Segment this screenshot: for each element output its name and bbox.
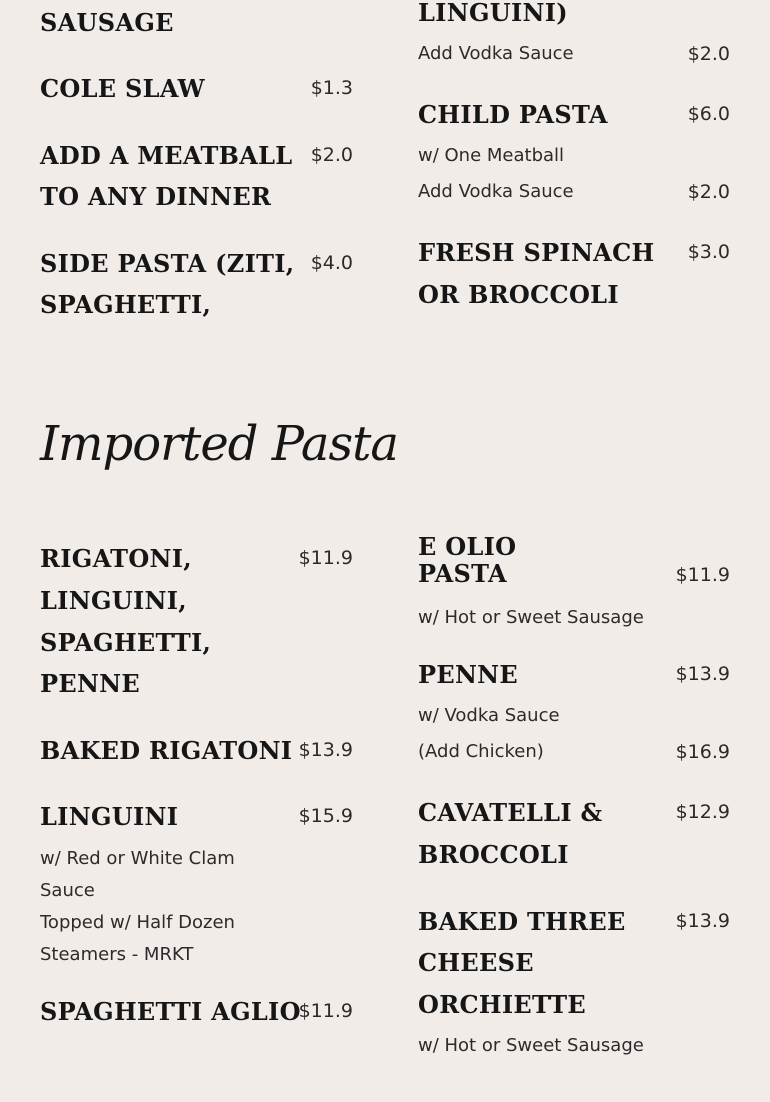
price-add-vodka-sauce: $2.0 <box>687 43 730 65</box>
menu-item-rigatoni-line4: PENNE <box>40 669 141 698</box>
menu-item-baked-three-cheese-line2: CHEESE <box>418 948 534 977</box>
note-linguini-1: w/ Red or White Clam <box>40 848 235 869</box>
menu-item-side-pasta-line2: SPAGHETTI, <box>40 290 212 319</box>
menu-item-cavatelli-line2: BROCCOLI <box>418 840 569 869</box>
menu-item-baked-three-cheese-line3: ORCHIETTE <box>418 990 587 1019</box>
menu-item-add-meatball-line2: TO ANY DINNER <box>40 182 272 211</box>
menu-item-cole-slaw: COLE SLAW <box>40 74 205 103</box>
price-e-olio-pasta: $11.9 <box>675 564 730 586</box>
note-e-olio-sausage: w/ Hot or Sweet Sausage <box>418 607 644 628</box>
price-baked-rigatoni: $13.9 <box>298 739 353 761</box>
price-side-pasta: $4.0 <box>310 252 353 274</box>
menu-item-baked-three-cheese-line1: BAKED THREE <box>418 907 626 936</box>
menu-item-spaghetti-aglio: SPAGHETTI AGLIO <box>40 997 301 1026</box>
note-linguini-2: Sauce <box>40 880 95 901</box>
note-linguini-4: Steamers - MRKT <box>40 944 194 965</box>
note-add-vodka-sauce-2: Add Vodka Sauce <box>418 181 574 202</box>
price-child-pasta: $6.0 <box>687 103 730 125</box>
menu-item-linguini-tail: LINGUINI) <box>418 0 568 27</box>
menu-item-e-olio-line2: PASTA <box>418 559 507 588</box>
menu-item-child-pasta: CHILD PASTA <box>418 100 608 129</box>
price-spaghetti-aglio: $11.9 <box>298 1000 353 1022</box>
menu-item-rigatoni-line2: LINGUINI, <box>40 586 187 615</box>
note-add-vodka-sauce: Add Vodka Sauce <box>418 43 574 64</box>
note-add-chicken: (Add Chicken) <box>418 741 544 762</box>
note-linguini-3: Topped w/ Half Dozen <box>40 912 235 933</box>
price-fresh-spinach: $3.0 <box>687 241 730 263</box>
price-cavatelli: $12.9 <box>675 801 730 823</box>
menu-item-linguini: LINGUINI <box>40 802 179 831</box>
price-baked-three-cheese: $13.9 <box>675 910 730 932</box>
price-add-chicken: $16.9 <box>675 741 730 763</box>
menu-item-fresh-spinach-line2: OR BROCCOLI <box>418 280 619 309</box>
menu-item-rigatoni-line1: RIGATONI, <box>40 544 192 573</box>
note-penne-vodka: w/ Vodka Sauce <box>418 705 560 726</box>
price-add-meatball: $2.0 <box>310 144 353 166</box>
note-one-meatball: w/ One Meatball <box>418 145 565 166</box>
menu-item-penne: PENNE <box>418 660 519 689</box>
menu-item-fresh-spinach-line1: FRESH SPINACH <box>418 238 655 267</box>
menu-item-sausage: SAUSAGE <box>40 8 174 37</box>
section-title-imported-pasta: Imported Pasta <box>40 416 399 472</box>
menu-item-rigatoni-line3: SPAGHETTI, <box>40 628 212 657</box>
menu-item-cavatelli-line1: CAVATELLI & <box>418 798 603 827</box>
menu-item-side-pasta-line1: SIDE PASTA (ZITI, <box>40 249 295 278</box>
menu-item-baked-rigatoni: BAKED RIGATONI <box>40 736 293 765</box>
note-baked-three-cheese-sausage: w/ Hot or Sweet Sausage <box>418 1035 644 1056</box>
price-cole-slaw: $1.3 <box>310 77 353 99</box>
price-add-vodka-sauce-2: $2.0 <box>687 181 730 203</box>
price-rigatoni: $11.9 <box>298 547 353 569</box>
price-penne: $13.9 <box>675 663 730 685</box>
menu-item-add-meatball-line1: ADD A MEATBALL <box>40 141 293 170</box>
price-linguini: $15.9 <box>298 805 353 827</box>
menu-item-e-olio-line1: E OLIO <box>418 532 517 561</box>
